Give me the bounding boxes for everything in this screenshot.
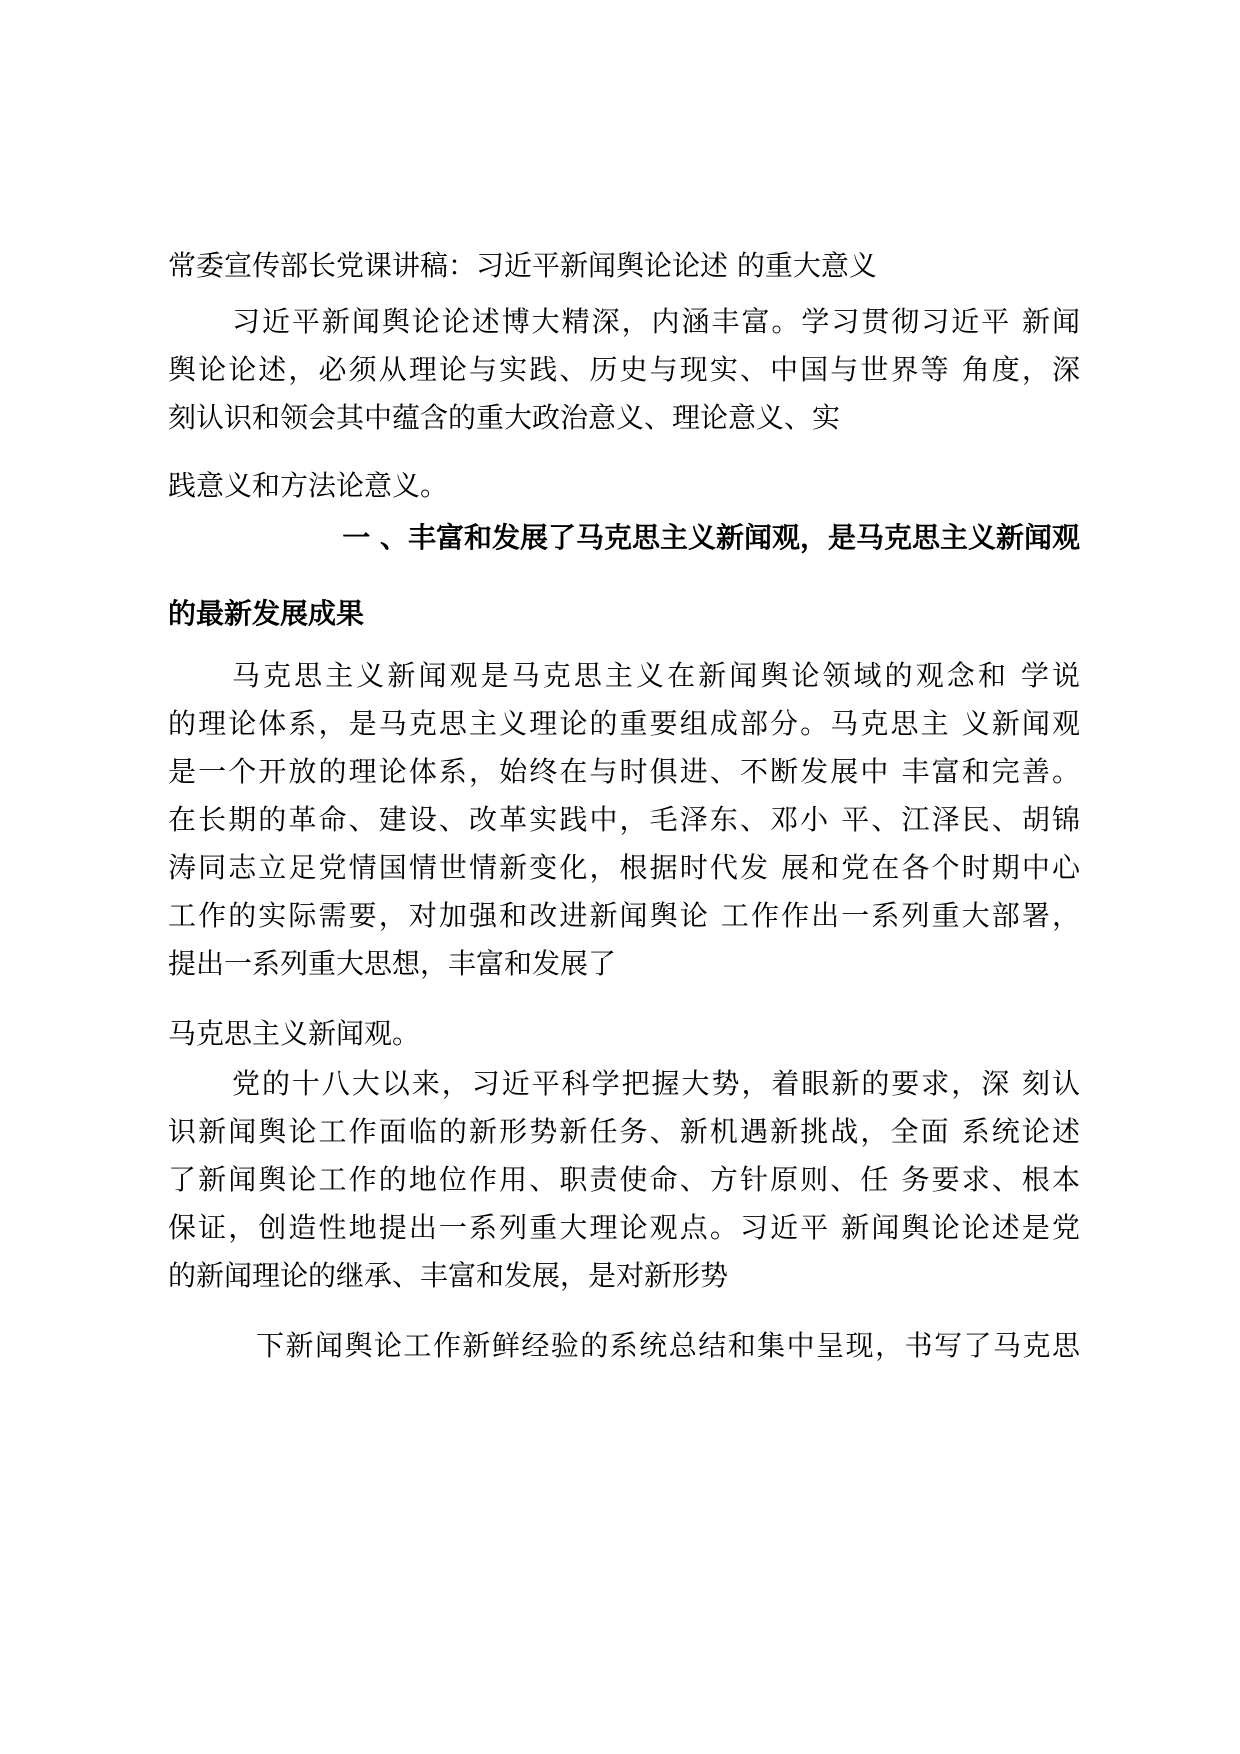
paragraph-line: 舆论论述，必须从理论与实践、历史与现实、中国与世界等 角度，深 xyxy=(168,353,1080,386)
section-heading-continued: 的最新发展成果 xyxy=(168,597,365,630)
paragraph-line: 了新闻舆论工作的地位作用、职责使命、方针原则、任 务要求、根本 xyxy=(168,1163,1080,1196)
document-title: 常委宣传部长党课讲稿：习近平新闻舆论论述 的重大意义 xyxy=(168,249,877,282)
paragraph-line: 下新闻舆论工作新鲜经验的系统总结和集中呈现，书写了马克思 xyxy=(256,1329,1080,1362)
paragraph-line: 在长期的革命、建设、改革实践中，毛泽东、邓小 平、江泽民、胡锦 xyxy=(168,803,1080,836)
paragraph-line: 保证，创造性地提出一系列重大理论观点。习近平 新闻舆论论述是党 xyxy=(168,1211,1080,1244)
paragraph-line: 提出一系列重大思想，丰富和发展了 xyxy=(168,947,617,980)
paragraph-line: 马克思主义新闻观是马克思主义在新闻舆论领域的观念和 学说 xyxy=(232,659,1080,692)
paragraph-line: 工作的实际需要，对加强和改进新闻舆论 工作作出一系列重大部署， xyxy=(168,899,1080,932)
section-heading: 一 、丰富和发展了马克思主义新闻观，是马克思主义新闻观 xyxy=(342,521,1080,554)
paragraph-line: 党的十八大以来，习近平科学把握大势，着眼新的要求，深 刻认 xyxy=(232,1067,1080,1100)
paragraph-line: 涛同志立足党情国情世情新变化，根据时代发 展和党在各个时期中心 xyxy=(168,851,1080,884)
paragraph-line: 的新闻理论的继承、丰富和发展，是对新形势 xyxy=(168,1259,729,1292)
paragraph-line: 的理论体系，是马克思主义理论的重要组成部分。马克思主 义新闻观 xyxy=(168,707,1080,740)
paragraph-line: 是一个开放的理论体系，始终在与时俱进、不断发展中 丰富和完善。 xyxy=(168,755,1080,788)
paragraph-line: 践意义和方法论意义。 xyxy=(168,469,449,502)
paragraph-line: 习近平新闻舆论论述博大精深，内涵丰富。学习贯彻习近平 新闻 xyxy=(232,305,1080,338)
paragraph-line: 马克思主义新闻观。 xyxy=(168,1017,421,1050)
paragraph-line: 识新闻舆论工作面临的新形势新任务、新机遇新挑战，全面 系统论述 xyxy=(168,1115,1080,1148)
paragraph-line: 刻认识和领会其中蕴含的重大政治意义、理论意义、实 xyxy=(168,401,841,434)
